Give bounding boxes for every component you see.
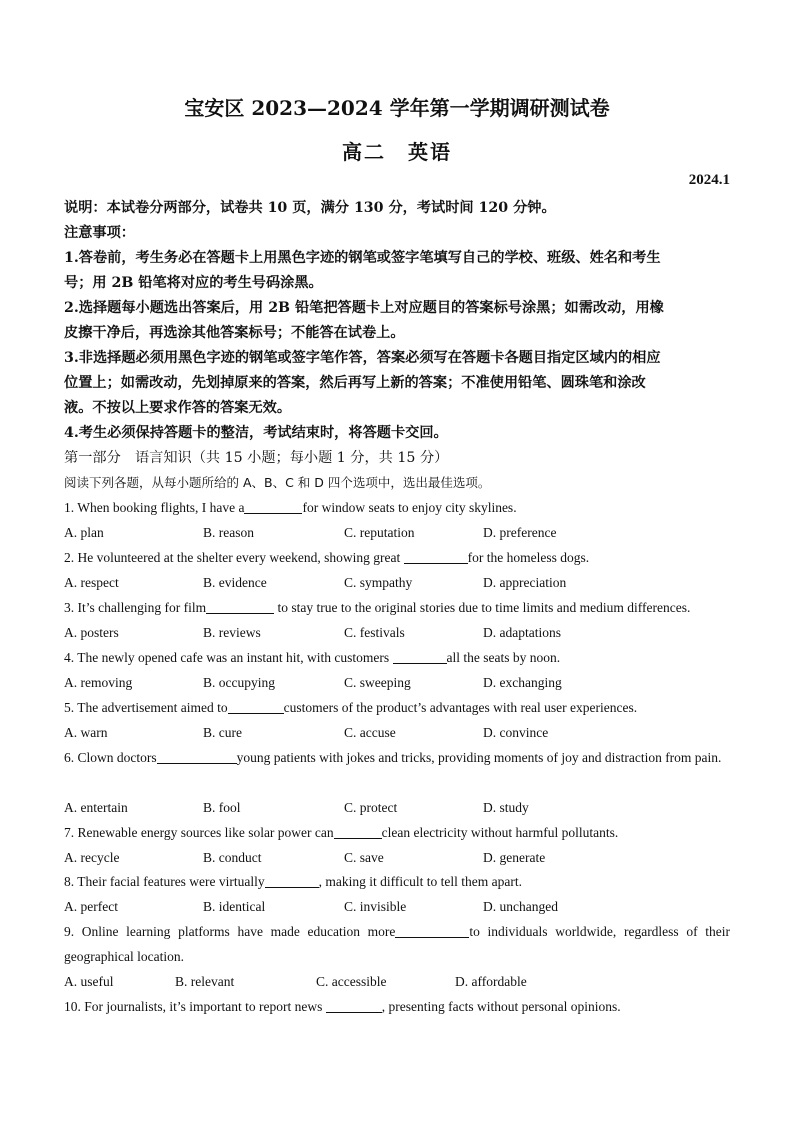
option-d: D. adaptations	[483, 625, 561, 640]
option-c: C. save	[344, 850, 384, 865]
question-7-stem-end: clean electricity without harmful pollutants.	[381, 825, 619, 840]
option-a: A. useful	[64, 974, 114, 989]
exam-date: 2024.1	[688, 172, 730, 188]
question-4	[64, 645, 730, 670]
exam-note: 说明：本试卷分两部分，试卷共 10 页，满分 130 分，考试时间 120 分钟。	[64, 200, 556, 216]
answer-blank	[334, 824, 382, 839]
option-a: A. removing	[64, 675, 133, 690]
answer-blank	[265, 873, 319, 888]
question-10-stem: 10. For journalists, it’s important to report news	[64, 999, 323, 1014]
answer-blank	[157, 749, 237, 764]
option-a: A. respect	[64, 575, 119, 590]
question-9	[64, 919, 730, 969]
option-b: B. fool	[203, 800, 241, 815]
question-1	[64, 495, 730, 520]
question-6	[64, 745, 730, 770]
question-10	[64, 994, 730, 1019]
answer-blank	[395, 923, 469, 938]
question-3-options	[64, 620, 730, 645]
question-2-stem-end: for the homeless dogs.	[467, 550, 590, 565]
section-directions: 阅读下列各题，从每小题所给的 A、B、C 和 D 四个选项中，选出最佳选项。	[64, 475, 491, 490]
exam-subtitle: 高二 英语	[342, 140, 452, 164]
notice-item-2-line-1: 2.选择题每小题选出答案后，用 2B 铅笔把答题卡上对应题目的答案标号涂黑；如需改动，用橡	[64, 300, 664, 316]
question-3	[64, 595, 730, 620]
option-d: D. generate	[483, 850, 546, 865]
option-a: A. warn	[64, 725, 108, 740]
option-d: D. convince	[483, 725, 549, 740]
option-c: C. festivals	[344, 625, 405, 640]
question-7-stem: 7. Renewable energy sources like solar power can	[64, 825, 334, 840]
question-7	[64, 820, 730, 845]
question-2	[64, 545, 730, 570]
notice-item-2-line-2: 皮擦干净后，再选涂其他答案标号；不能答在试卷上。	[64, 325, 405, 341]
answer-blank	[244, 499, 302, 514]
notice-heading: 注意事项：	[64, 225, 135, 241]
option-c: C. reputation	[344, 525, 415, 540]
option-a: A. posters	[64, 625, 119, 640]
option-d: D. study	[483, 800, 529, 815]
question-8-stem-end: , making it difficult to tell them apart.	[318, 874, 522, 889]
question-4-stem: 4. The newly opened cafe was an instant hit, with customers	[64, 650, 390, 665]
notice-item-3-line-2: 位置上；如需改动，先划掉原来的答案，然后再写上新的答案；不准使用铅笔、圆珠笔和涂改	[64, 375, 646, 391]
question-8-stem: 8. Their facial features were virtually	[64, 874, 265, 889]
exam-title: 宝安区 2023—2024 学年第一学期调研测试卷	[184, 96, 610, 120]
option-b: B. evidence	[203, 575, 267, 590]
answer-blank	[393, 649, 447, 664]
question-9-stem: 9. Online learning platforms have made education more	[64, 924, 396, 939]
notice-item-3-line-1: 3.非选择题必须用黑色字迹的钢笔或签字笔作答，答案必须写在答题卡各题目指定区域内的相应	[64, 350, 661, 366]
option-c: C. sweeping	[344, 675, 411, 690]
question-1-options	[64, 520, 730, 545]
option-c: C. accessible	[316, 974, 387, 989]
option-b: B. relevant	[175, 974, 235, 989]
option-b: B. conduct	[203, 850, 262, 865]
question-5	[64, 695, 730, 720]
answer-blank	[206, 599, 274, 614]
answer-blank	[326, 998, 382, 1013]
question-7-options	[64, 845, 730, 870]
option-d: D. preference	[483, 525, 557, 540]
question-6-options	[64, 795, 730, 820]
question-2-stem: 2. He volunteered at the shelter every weekend, showing great	[64, 550, 401, 565]
question-10-stem-end: , presenting facts without personal opinions.	[381, 999, 621, 1014]
question-5-stem-end: customers of the product’s advantages with real user experiences.	[283, 700, 638, 715]
question-4-stem-end: all the seats by noon.	[446, 650, 561, 665]
option-a: A. entertain	[64, 800, 128, 815]
option-a: A. perfect	[64, 899, 118, 914]
notice-item-3-line-3: 液。不按以上要求作答的答案无效。	[64, 400, 292, 416]
question-4-options	[64, 670, 730, 695]
question-8-options	[64, 894, 730, 919]
notice-item-4: 4.考生必须保持答题卡的整洁，考试结束时，将答题卡交回。	[64, 425, 448, 441]
question-2-options	[64, 570, 730, 595]
answer-blank	[228, 699, 284, 714]
question-5-options	[64, 720, 730, 745]
notice-item-1-line-1: 1.答卷前，考生务必在答题卡上用黑色字迹的钢笔或签字笔填写自己的学校、班级、姓名和考生	[64, 250, 661, 266]
question-9-stem-end: to individuals worldwide, regardless of their geographical location.	[64, 924, 730, 964]
option-c: C. accuse	[344, 725, 396, 740]
question-1-stem: 1. When booking flights, I have a	[64, 500, 245, 515]
option-d: D. appreciation	[483, 575, 567, 590]
option-d: D. exchanging	[483, 675, 562, 690]
question-8	[64, 869, 730, 894]
option-b: B. identical	[203, 899, 266, 914]
option-a: A. recycle	[64, 850, 120, 865]
option-a: A. plan	[64, 525, 104, 540]
option-c: C. invisible	[344, 899, 407, 914]
question-5-stem: 5. The advertisement aimed to	[64, 700, 228, 715]
option-b: B. reviews	[203, 625, 261, 640]
option-c: C. sympathy	[344, 575, 413, 590]
question-3-stem-end: to stay true to the original stories due to time limits and medium differences.	[277, 600, 691, 615]
question-6-stem-end: young patients with jokes and tricks, providing moments of joy and distraction from pain.	[236, 750, 722, 765]
option-b: B. reason	[203, 525, 254, 540]
option-d: D. affordable	[455, 974, 527, 989]
question-1-stem-end: for window seats to enjoy city skylines.	[302, 500, 517, 515]
option-b: B. cure	[203, 725, 242, 740]
section-title: 第一部分 语言知识（共 15 小题；每小题 1 分，共 15 分）	[64, 450, 449, 466]
option-d: D. unchanged	[483, 899, 558, 914]
option-b: B. occupying	[203, 675, 275, 690]
notice-item-1-line-2: 号；用 2B 铅笔将对应的考生号码涂黑。	[64, 275, 323, 291]
question-9-options	[64, 969, 730, 994]
answer-blank	[404, 549, 468, 564]
question-6-stem: 6. Clown doctors	[64, 750, 157, 765]
option-c: C. protect	[344, 800, 398, 815]
question-3-stem: 3. It’s challenging for film	[64, 600, 207, 615]
